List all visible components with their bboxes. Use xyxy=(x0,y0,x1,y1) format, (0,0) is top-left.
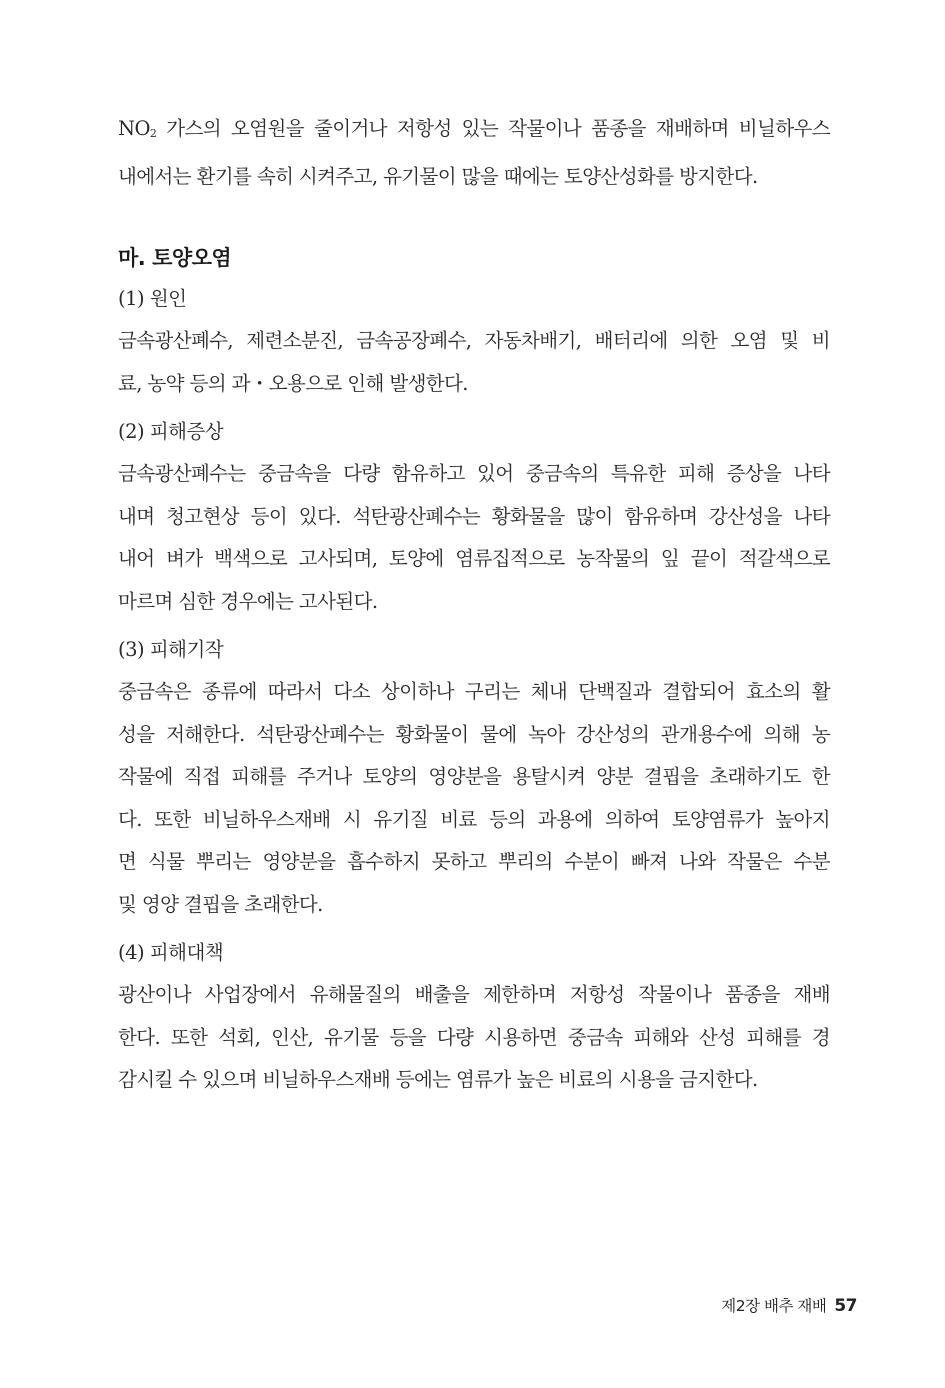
paragraph-line: 마르며 심한 경우에는 고사된다. xyxy=(118,589,378,613)
countermeasure-title: (4) 피해대책 xyxy=(118,941,224,964)
paragraph-line: 내며 청고현상 등이 있다. 석탄광산폐수는 황화물을 많이 함유하며 강산성을 나타 xyxy=(118,504,830,528)
intro-line-1 xyxy=(118,108,830,156)
cause-title: (1) 원인 xyxy=(118,287,187,310)
paragraph-line: 내어 벼가 백색으로 고사되며, 토양에 염류집적으로 농작물의 잎 끝이 적갈색으로 xyxy=(118,547,830,570)
page-footer xyxy=(721,1294,857,1316)
intro-line-1-text: 가스의 오염원을 줄이거나 저항성 있는 작물이나 품종을 재배하며 비닐하우스 xyxy=(156,117,830,140)
symptom-title: (2) 피해증상 xyxy=(118,420,224,443)
paragraph-line: 광산이나 사업장에서 유해물질의 배출을 제한하며 저항성 작물이나 품종을 재배 xyxy=(118,983,830,1006)
countermeasure-paragraph xyxy=(118,974,830,1102)
paragraph-line: 다. 또한 비닐하우스재배 시 유기질 비료 등의 과용에 의하여 토양염류가 높아지 xyxy=(118,807,830,831)
intro-line-2: 내에서는 환기를 속히 시켜주고, 유기물이 많을 때에는 토양산성화를 방지한다. xyxy=(118,164,758,188)
page-number: 57 xyxy=(834,1296,857,1316)
no2-formula-prefix: NO xyxy=(118,117,150,140)
mechanism-paragraph xyxy=(118,671,830,926)
paragraph-line: 료, 농약 등의 과・오용으로 인해 발생한다. xyxy=(118,371,468,395)
chapter-label: 제2장 배추 재배 xyxy=(721,1297,827,1315)
paragraph-line: 금속광산폐수는 중금속을 다량 함유하고 있어 중금속의 특유한 피해 증상을 나타 xyxy=(118,462,830,485)
page-content xyxy=(118,108,830,1102)
paragraph-line: 감시킬 수 있으며 비닐하우스재배 등에는 염류가 높은 비료의 시용을 금지한다. xyxy=(118,1068,758,1091)
paragraph-line: 작물에 직접 피해를 주거나 토양의 영양분을 용탈시켜 양분 결핍을 초래하기도 한 xyxy=(118,765,830,788)
section-title: 마. 토양오염 xyxy=(118,246,232,270)
intro-paragraph xyxy=(118,108,830,198)
symptom-paragraph xyxy=(118,453,830,623)
paragraph-line: 성을 저해한다. 석탄광산폐수는 황화물이 물에 녹아 강산성의 관개용수에 의해 농 xyxy=(118,722,830,746)
paragraph-line: 및 영양 결핍을 초래한다. xyxy=(118,892,323,916)
cause-paragraph xyxy=(118,320,830,405)
paragraph-line: 금속광산폐수, 제련소분진, 금속공장폐수, 자동차배기, 배터리에 의한 오염 및 비 xyxy=(118,329,830,352)
no2-formula-subscript: 2 xyxy=(149,127,157,140)
mechanism-title: (3) 피해기작 xyxy=(118,638,224,661)
paragraph-line: 중금속은 종류에 따라서 다소 상이하나 구리는 체내 단백질과 결합되어 효소의 활 xyxy=(118,680,830,703)
paragraph-line: 한다. 또한 석회, 인산, 유기물 등을 다량 시용하면 중금속 피해와 산성 피해를 경 xyxy=(118,1025,830,1049)
paragraph-line: 면 식물 뿌리는 영양분을 흡수하지 못하고 뿌리의 수분이 빠져 나와 작물은 수분 xyxy=(118,850,830,873)
